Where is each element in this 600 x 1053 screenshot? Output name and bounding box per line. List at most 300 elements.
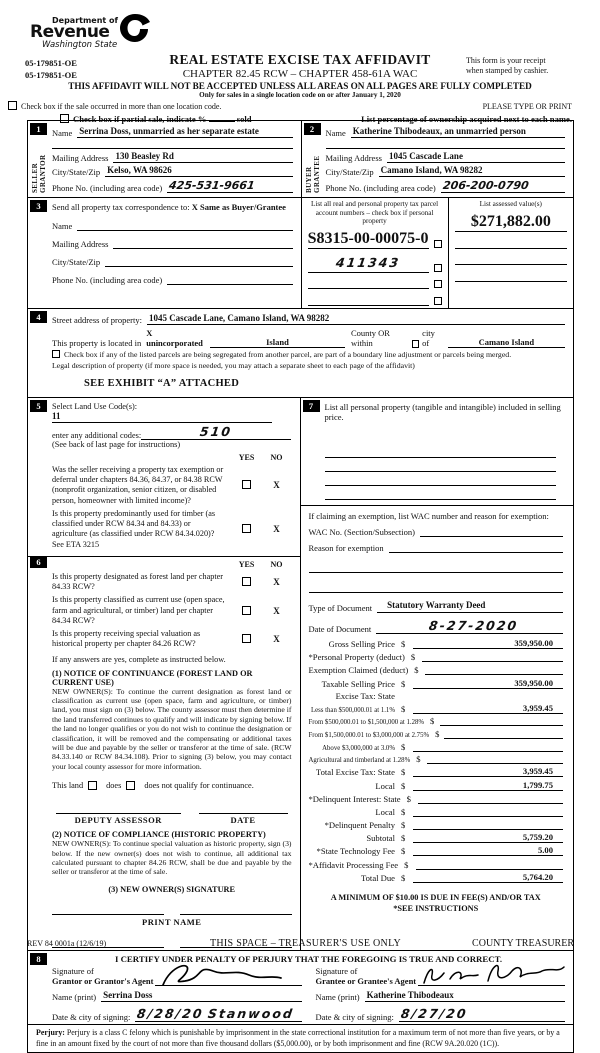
answers-yes-note: If any answers are yes, complete as instructed below. [52, 654, 226, 664]
grantor-word: GRANTOR [39, 154, 47, 193]
seller-section [28, 121, 301, 197]
grantor-name-value: Serrina Doss [103, 990, 153, 1001]
grantee-name-field[interactable] [365, 990, 565, 1002]
dollar-sign: $ [414, 665, 419, 676]
q1-yes-checkbox[interactable] [242, 480, 251, 489]
deputy-assessor-block [56, 804, 181, 825]
wac-number-field[interactable] [420, 525, 563, 537]
money-row [309, 859, 564, 870]
question-no-answer: X [273, 605, 280, 616]
assessor-date-label: DATE [230, 815, 256, 826]
street-address-label: Street address of property: [52, 314, 142, 325]
money-row [309, 638, 564, 649]
see-instructions-line: *SEE INSTRUCTIONS [393, 903, 479, 913]
question-no-answer: X [273, 634, 280, 645]
does-label: does [106, 781, 122, 791]
corr-phone-label: Phone No. (including area code) [52, 275, 163, 285]
corr-addr-field[interactable] [113, 237, 292, 249]
q2-no-answer: X [273, 524, 280, 535]
exemption-question-row [52, 465, 292, 506]
designation-question: Is this property designated as forest land per chapter 84.33 RCW? [52, 571, 223, 592]
completion-warning: THIS AFFIDAVIT WILL NOT BE ACCEPTED UNLESS ALL AREAS ON ALL PAGES ARE FULLY COMPLETED [68, 81, 532, 91]
exemption-reason-line-3[interactable] [309, 581, 564, 593]
located-in-label: This property is located in [52, 337, 142, 348]
money-row-value[interactable]: 5,759.20 [413, 832, 563, 843]
document-date-label: Date of Document [308, 623, 372, 634]
money-row [309, 651, 564, 662]
money-row-value[interactable]: 1,799.75 [413, 780, 563, 791]
right-column [301, 398, 574, 950]
q2-yes-cell [232, 524, 262, 534]
seller-addr-field[interactable] [113, 151, 292, 163]
q1-yes-cell [232, 480, 262, 490]
logo-state-text: Washington State [42, 40, 118, 51]
document-type-field[interactable] [377, 600, 563, 613]
document-date-field[interactable] [376, 618, 563, 634]
form-code-2: 05-179851-OE [25, 69, 77, 80]
this-land-label: This land [52, 781, 84, 791]
does-checkbox[interactable] [88, 781, 97, 790]
personal-property-line-2[interactable] [325, 458, 556, 472]
money-row-value[interactable]: 5,764.20 [413, 872, 563, 883]
no-header: NO [270, 452, 283, 462]
dollar-sign: $ [401, 703, 406, 714]
money-row-label: *Delinquent Penalty [324, 820, 395, 831]
dollar-sign: $ [410, 652, 416, 663]
signature-columns [52, 967, 565, 1023]
grantor-date-value: 8/28/20 [136, 1006, 206, 1022]
money-row-label: Exemption Claimed (deduct) [308, 665, 409, 676]
city-field[interactable] [448, 337, 565, 348]
correspondence-section [28, 198, 301, 308]
money-row-value[interactable] [440, 715, 563, 726]
personal-property-checkbox[interactable] [434, 297, 442, 305]
seller-side-label [31, 137, 47, 193]
money-row [309, 728, 564, 739]
dollar-sign: $ [401, 780, 406, 791]
money-row-label: Agricultural and timberland at 1.28% [308, 757, 411, 765]
grantee-signature-block [316, 967, 566, 1023]
seller-name-field[interactable] [77, 126, 292, 138]
dor-swirl-icon [118, 12, 152, 44]
money-row-label: Local [375, 806, 395, 817]
legal-description-label: Legal description of property (if more space is needed, you may attach a separate sheet to each page of the affidavit) [52, 360, 415, 370]
form-body [27, 120, 574, 1053]
additional-codes-field[interactable] [141, 424, 291, 440]
notice-compliance-body: NEW OWNER(S): To continue special valuation as historic property, sign (3) below. If the new owner(s) does not wish to continue, all additional tax calculated pursuant to chapter 84.26 RCW, shall be due and payable by the seller or transferor at the time of sale. [52, 839, 292, 877]
buyer-side-label [305, 137, 321, 193]
same-as-buyer-value: X Same as Buyer/Grantee [191, 202, 286, 212]
dor-logo [30, 16, 118, 50]
corr-phone-field[interactable] [167, 273, 292, 285]
money-row-label: Taxable Selling Price [321, 678, 395, 689]
middle-columns [28, 398, 573, 950]
partial-sale-label: Check box if partial sale, indicate % [73, 114, 207, 124]
buyer-addr-value: 1045 Cascade Lane [388, 151, 463, 161]
seller-addr-value: 130 Beasley Rd [115, 151, 174, 161]
money-row-value[interactable]: 359,950.00 [413, 638, 563, 649]
grantee-signature-field[interactable] [418, 972, 565, 986]
grantee-date-field[interactable] [399, 1006, 565, 1022]
parcel-row [308, 294, 442, 306]
signature-of-label: Signature of [52, 965, 94, 976]
question-yes-checkbox[interactable] [242, 577, 251, 586]
buyer-csz-label: City/State/Zip [325, 167, 374, 177]
new-owner-signature-label: (3) NEW OWNER(S) SIGNATURE [108, 884, 236, 894]
grantee-date-value: 8/27/20 [399, 1006, 469, 1022]
buyer-name-label: Name [325, 128, 346, 138]
parcel-numbers-header: List all real and personal property tax parcel account numbers – check box if personal property [311, 200, 439, 226]
parcel-row [308, 230, 442, 249]
property-address-section [28, 309, 573, 398]
additional-codes-label: enter any additional codes: [52, 430, 142, 440]
buyer-section [301, 121, 574, 197]
grantor-signature-block [52, 967, 302, 1023]
assessed-value-field[interactable] [455, 270, 567, 282]
segregated-note: Check box if any of the listed parcels are being segregated from another parcel, are part of a boundary line adjustment or parcels being merged. [64, 349, 512, 359]
money-row [309, 872, 564, 883]
dollar-sign: $ [435, 728, 440, 739]
timber-question-row [52, 509, 292, 550]
segregated-checkbox[interactable] [52, 350, 60, 358]
dollar-sign: $ [401, 833, 406, 844]
street-address-value: 1045 Cascade Lane, Camano Island, WA 98282 [148, 312, 330, 323]
money-rows-bottom [309, 703, 564, 883]
question-yes-checkbox[interactable] [242, 606, 251, 615]
receipt-note-line2: when stamped by cashier. [466, 66, 549, 75]
county-or-label: County OR within [351, 327, 390, 348]
personal-property-checkbox[interactable] [434, 264, 442, 272]
buyer-name-field[interactable] [351, 126, 565, 138]
money-row [309, 845, 564, 856]
money-row-label: From $500,000.01 to $1,500,000 at 1.28% [308, 719, 425, 727]
personal-property-line-1[interactable] [325, 444, 556, 458]
receipt-note [466, 56, 578, 76]
parcel-number-value: S8315-00-00075-0 [307, 230, 429, 248]
additional-codes-value: 510 [199, 423, 234, 439]
money-row-label: Subtotal [366, 833, 395, 844]
seller-csz-label: City/State/Zip [52, 167, 101, 177]
designation-section [28, 556, 300, 950]
land-use-label: Select Land Use Code(s): [52, 401, 138, 411]
dollar-sign: $ [404, 859, 409, 870]
parcel-number-value: 411343 [334, 254, 402, 270]
dollar-sign: $ [416, 754, 421, 765]
exemption-reason-field[interactable] [389, 541, 563, 553]
money-row [309, 703, 564, 714]
money-row-label: *Personal Property (deduct) [308, 652, 405, 663]
seller-name-label: Name [52, 128, 73, 138]
dollar-sign: $ [401, 639, 406, 650]
dollar-sign: $ [401, 741, 406, 752]
multi-location-row [0, 99, 600, 111]
money-row [309, 780, 564, 791]
perjury-text: Perjury is a class C felony which is punishable by imprisonment in the state correctional institution for a maximum term of not more than five years, or by a fine in an amount fixed by the court of not more than five thousand dollars ($5,000.00), or by both imprisonment and fine (RCW 9A.20.020 (1C)). [36, 1028, 560, 1048]
segregated-row [52, 350, 565, 359]
minimum-due-note [309, 893, 564, 915]
buyer-phone-value: 206-200-0790 [441, 179, 530, 192]
grantee-word: GRANTEE [312, 155, 321, 193]
perjury-label: Perjury: [36, 1028, 65, 1038]
deputy-assessor-label: DEPUTY ASSESSOR [74, 815, 162, 826]
owner-signature-line-1[interactable] [52, 907, 164, 915]
yes-header-6: YES [238, 559, 255, 569]
land-use-section [28, 398, 300, 552]
city-value: Camano Island [478, 336, 535, 347]
certification-section [28, 950, 573, 1025]
seller-phone-label: Phone No. (including area code) [52, 183, 163, 193]
signature-of-label: Signature of [315, 965, 358, 976]
exhibit-a-text: SEE EXHIBIT “A” ATTACHED [84, 377, 240, 389]
street-address-field[interactable] [147, 313, 565, 325]
buyer-addr-label: Mailing Address [325, 153, 382, 163]
question-yes-cell [232, 634, 262, 644]
no-header-6: NO [270, 559, 283, 569]
money-row-value[interactable] [418, 793, 563, 804]
corr-name-field[interactable] [77, 219, 292, 231]
money-row-label: Above $3,000,000 at 3.0% [322, 744, 395, 752]
document-type-value: Statutory Warranty Deed [387, 599, 486, 610]
owner-signature-lines [52, 907, 292, 915]
question-yes-cell [232, 577, 262, 587]
dollar-sign: $ [401, 846, 406, 857]
money-row [309, 664, 564, 675]
dollar-sign: $ [406, 793, 411, 804]
exemption-reason-line-2[interactable] [309, 561, 564, 573]
parties-row [28, 121, 573, 198]
city-checkbox[interactable] [412, 340, 419, 348]
money-row-value[interactable] [425, 664, 563, 675]
seller-phone-value: 425-531-9661 [168, 179, 256, 192]
buyer-phone-field[interactable] [441, 179, 565, 193]
assessed-value-field[interactable] [455, 237, 567, 249]
exemption-reason-label: Reason for exemption [308, 542, 384, 553]
parcel-row [308, 277, 442, 289]
q2-yes-checkbox[interactable] [242, 524, 251, 533]
deputy-assessor-line[interactable] [56, 804, 181, 814]
personal-property-checkbox[interactable] [434, 280, 442, 288]
seller-csz-field[interactable] [105, 165, 292, 177]
personal-property-section [301, 398, 574, 506]
seller-percent-field[interactable] [52, 140, 293, 149]
money-row-value[interactable]: 3,959.45 [413, 766, 563, 777]
assessed-values-column [448, 198, 573, 308]
money-row-label: Total Excise Tax: State [315, 767, 395, 778]
dollar-sign: $ [401, 820, 406, 831]
money-row-value[interactable] [416, 859, 563, 870]
question-yes-checkbox[interactable] [242, 634, 251, 643]
logo-revenue-text: Revenue [30, 22, 110, 42]
exemption-question: Was the seller receiving a property tax exemption or deferral under chapters 84.36, 84.37, or 84.38 RCW (nonprofit organization, senior citizen, or disabled person, homeowner with limited income)? [52, 464, 224, 505]
designation-questions [52, 572, 292, 650]
form-footer [27, 938, 574, 949]
logo-dept-text: Department of [52, 16, 119, 25]
money-row-value[interactable] [444, 728, 563, 739]
parcel-number-field[interactable] [308, 254, 429, 273]
does-not-label: does not qualify for continuance. [144, 781, 254, 791]
seller-word: SELLER [31, 162, 39, 193]
dollar-sign: $ [430, 716, 435, 727]
question-yes-cell [232, 606, 262, 616]
money-row-label: Gross Selling Price [328, 639, 395, 650]
money-row-label: Local [375, 780, 395, 791]
corr-csz-label: City/State/Zip [52, 257, 101, 267]
money-row-value[interactable] [413, 819, 563, 830]
send-correspondence-label: Send all property tax correspondence to: [52, 202, 190, 212]
money-row-value[interactable] [413, 741, 563, 752]
money-row [309, 793, 564, 804]
parcel-number-field[interactable] [308, 230, 429, 249]
money-row-value[interactable]: 3,959.45 [413, 703, 563, 714]
grantor-signature-icon [157, 961, 287, 991]
parcel-row [308, 254, 442, 273]
assessed-value-field[interactable] [455, 253, 567, 265]
grantee-signature-icon [420, 959, 570, 991]
money-row-label: *State Technology Fee [316, 846, 395, 857]
county-field[interactable] [210, 337, 345, 348]
money-row [309, 753, 564, 764]
continuance-qualify-row [52, 781, 292, 790]
type-or-print-label: PLEASE TYPE OR PRINT [482, 101, 572, 111]
money-row-label: *Affidavit Processing Fee [308, 859, 399, 870]
land-use-code-field[interactable] [52, 411, 272, 423]
money-row-value[interactable] [422, 651, 563, 662]
money-row-value[interactable] [427, 753, 563, 764]
left-column [28, 398, 301, 950]
form-revision: REV 84 0001a (12/6/19) [27, 939, 107, 948]
buyer-csz-field[interactable] [379, 165, 565, 177]
section-6-number: 6 [30, 556, 47, 568]
section-8-number: 8 [30, 953, 47, 965]
parcel-number-field[interactable] [308, 294, 429, 306]
personal-property-line-4[interactable] [325, 486, 556, 500]
grantor-sig-label [52, 967, 155, 987]
grantor-name-print-label: Name (print) [52, 992, 97, 1003]
county-treasurer-label: COUNTY TREASURER [472, 938, 574, 949]
timber-question: Is this property predominantly used for timber (as classified under RCW 84.34 and 84.33) or agriculture (as classified under RCW 84.34.020)? See ETA 3215 [52, 508, 216, 549]
designation-question: Is this property classified as current use (open space, farm and agricultural, or timber) land per chapter 84.34 RCW? [52, 595, 225, 625]
corr-name-label: Name [52, 221, 73, 231]
assessed-value: $271,882.00 [470, 213, 551, 231]
seller-phone-field[interactable] [167, 179, 292, 193]
money-row [309, 766, 564, 777]
receipt-note-line1: This form is your receipt [466, 56, 546, 65]
money-row [309, 715, 564, 726]
form-header [0, 0, 600, 124]
section-4-number: 4 [30, 311, 47, 323]
money-row [309, 832, 564, 843]
money-row-value[interactable]: 359,950.00 [413, 678, 563, 689]
notice-compliance-title: (2) NOTICE OF COMPLIANCE (HISTORIC PROPERTY) [52, 830, 266, 840]
grantor-name-field[interactable] [101, 990, 301, 1002]
owner-signature-line-2[interactable] [180, 907, 292, 915]
page-subtitle: CHAPTER 82.45 RCW – CHAPTER 458-61A WAC [182, 68, 418, 80]
designation-question-row [52, 595, 292, 626]
parcel-list [308, 226, 442, 306]
assessor-date-line[interactable] [199, 804, 288, 814]
multi-location-option [8, 101, 221, 111]
designation-question: Is this property receiving special valuation as historical property per chapter 84.26 RCW? [52, 629, 201, 649]
dollar-sign: $ [401, 767, 406, 778]
q1-no-answer: X [273, 480, 280, 491]
money-row-value[interactable]: 5.00 [413, 845, 563, 856]
partial-sale-sold-label: sold [236, 114, 252, 124]
corr-csz-field[interactable] [105, 255, 292, 267]
county-value: Island [266, 336, 289, 347]
personal-property-checkbox[interactable] [434, 240, 442, 248]
money-row-value[interactable] [413, 806, 563, 817]
money-row [309, 819, 564, 830]
single-location-note: Only for sales in a single location code on or after January 1, 2020 [199, 91, 401, 99]
multi-location-checkbox[interactable] [8, 101, 17, 110]
money-row-label: Total Due [360, 872, 395, 883]
document-type-label: Type of Document [308, 602, 373, 613]
grantee-date-label: Date & city of signing: [315, 1012, 394, 1023]
dollar-sign: $ [401, 806, 406, 817]
grantor-signature-field[interactable] [155, 972, 301, 986]
grantor-date-field[interactable] [135, 1006, 301, 1022]
buyer-name-value: Katherine Thibodeaux, an unmarried person [352, 126, 526, 136]
notice-continuance-title: (1) NOTICE OF CONTINUANCE (FOREST LAND OR CURRENT USE) [52, 668, 253, 687]
section-7-number: 7 [303, 400, 320, 412]
grantor-agent-label: Grantor or Grantor's Agent [52, 975, 154, 986]
money-row [309, 806, 564, 817]
city-of-label: city of [422, 327, 435, 348]
wac-number-label: WAC No. (Section/Subsection) [308, 526, 415, 537]
assessed-values-header: List assessed value(s) [479, 200, 542, 208]
dollar-sign: $ [401, 872, 406, 883]
assessor-signature-row [52, 804, 292, 825]
grantee-name-print-label: Name (print) [315, 992, 360, 1003]
section-1-number: 1 [30, 123, 47, 135]
perjury-notice [28, 1024, 573, 1052]
form-codes [25, 58, 77, 82]
does-not-checkbox[interactable] [126, 781, 135, 790]
section-5-number: 5 [30, 400, 47, 412]
notice-continuance-body: NEW OWNER(S): To continue the current designation as forest land or classification as current use (open space, farm and agriculture, or timber) land, you must sign on (3) below. The county assessor must then determine if the land transferred continues to qualify and will indicate by signing below. If the land no longer qualifies or you do not wish to continue the designation or classification, it will be removed and the compensating or additional taxes will be due and payable by the seller or transferor at the time of sale. (RCW 84.33.140 or RCW 84.34.108). Prior to signing (3) below, you may contact your local county assessor for more information. [52, 686, 292, 771]
buyer-percent-field[interactable] [326, 140, 566, 149]
personal-property-label: List all personal property (tangible and intangible) included in selling price. [324, 401, 561, 422]
seller-addr-label: Mailing Address [52, 153, 109, 163]
buyer-addr-field[interactable] [387, 151, 565, 163]
certify-statement: I CERTIFY UNDER PENALTY OF PERJURY THAT THE FOREGOING IS TRUE AND CORRECT. [114, 953, 503, 964]
land-use-code-value: 11 [52, 410, 61, 421]
grantee-sig-label [316, 967, 419, 987]
personal-property-line-3[interactable] [325, 472, 556, 486]
assessed-values-list [455, 213, 567, 282]
buyer-csz-value: Camano Island, WA 98282 [380, 165, 483, 175]
exemption-claim-label: If claiming an exemption, list WAC number and reason for exemption: [308, 510, 549, 521]
money-section [301, 634, 574, 914]
money-row-label: *Delinquent Interest: State [308, 793, 401, 804]
multi-location-label: Check box if the sale occurred in more than one location code. [21, 102, 222, 111]
parcel-numbers-column [301, 198, 448, 308]
see-back-note: (See back of last page for instructions) [52, 439, 181, 449]
designation-question-row [52, 572, 292, 593]
money-rows-top [309, 638, 564, 689]
spacer [52, 453, 232, 462]
assessed-value-field[interactable] [455, 213, 567, 232]
assessor-date-block [199, 804, 288, 825]
parcel-number-field[interactable] [308, 277, 429, 289]
document-date-value: 8-27-2020 [427, 617, 520, 633]
dollar-sign: $ [401, 678, 406, 689]
unincorporated-mark: X unincorporated [146, 327, 203, 348]
section-3-number: 3 [30, 200, 47, 212]
grantee-agent-label: Grantee or Grantee's Agent [315, 975, 417, 986]
treasurer-space-label: THIS SPACE – TREASURER'S USE ONLY [209, 938, 401, 949]
print-name-label: PRINT NAME [142, 916, 202, 927]
